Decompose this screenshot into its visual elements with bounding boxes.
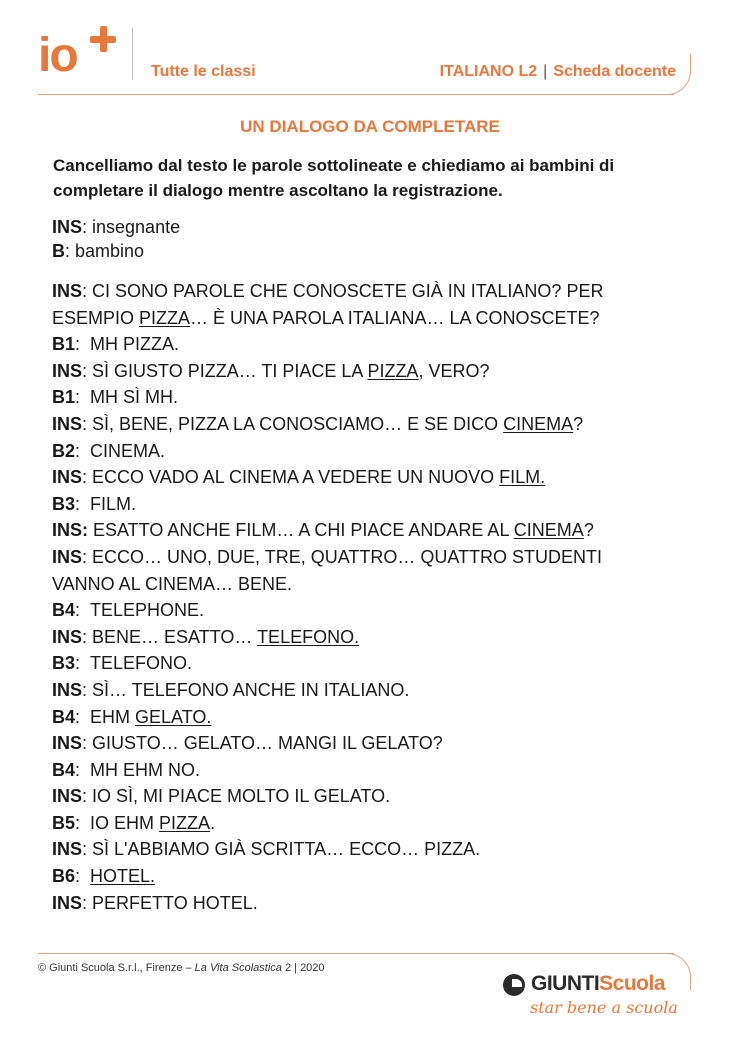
speaker-code: B4 xyxy=(52,759,76,780)
dialogue-text: FILM. xyxy=(90,493,137,514)
dialogue-text: : ECCO… UNO, DUE, TRE, QUATTRO… QUATTRO STUDENTI xyxy=(82,546,603,567)
dialogue-transcript xyxy=(52,278,692,916)
dialogue-text: : PERFETTO HOTEL. xyxy=(82,892,258,913)
speaker-code: INS xyxy=(52,413,83,434)
dialogue-text: : xyxy=(75,387,81,408)
legend-text: : insegnante xyxy=(82,217,181,237)
dialogue-text: CINEMA. xyxy=(90,440,166,461)
dialogue-line xyxy=(52,650,692,677)
header-divider xyxy=(132,28,133,80)
dialogue-text: TELEPHONE. xyxy=(90,600,205,621)
underlined-word: PIZZA xyxy=(367,360,419,381)
brand-name xyxy=(531,972,665,996)
dialogue-text: : xyxy=(75,334,81,355)
brand-tagline: star bene a scuola xyxy=(530,998,678,1017)
dialogue-text: . xyxy=(210,812,216,833)
dialogue-line xyxy=(52,358,692,385)
dialogue-line xyxy=(52,464,692,491)
dialogue-line xyxy=(52,305,692,332)
speaker-code: B6 xyxy=(52,866,76,887)
speaker-code: INS xyxy=(52,360,83,381)
dialogue-line xyxy=(52,783,692,810)
dialogue-line xyxy=(52,438,692,465)
speaker-code: INS xyxy=(52,679,83,700)
legend-item xyxy=(52,239,180,263)
dialogue-text: ESATTO ANCHE FILM… A CHI PIACE ANDARE AL xyxy=(88,520,514,541)
speaker-code: B3 xyxy=(52,493,76,514)
legend-code: B xyxy=(52,241,65,261)
underlined-word: TELEFONO. xyxy=(257,626,360,647)
dialogue-text: VANNO AL CINEMA… BENE. xyxy=(52,573,293,594)
dialogue-line xyxy=(52,517,692,544)
dialogue-line xyxy=(52,836,692,863)
speaker-code: B4 xyxy=(52,706,76,727)
dialogue-text: : xyxy=(75,759,81,780)
dialogue-text: MH PIZZA. xyxy=(90,334,180,355)
speaker-code: B4 xyxy=(52,600,76,621)
logo-text: io xyxy=(38,29,77,82)
giunti-mark-icon xyxy=(503,974,525,996)
dialogue-text: : xyxy=(75,600,81,621)
dialogue-text: : SÌ… TELEFONO ANCHE IN ITALIANO. xyxy=(82,679,410,700)
dialogue-line xyxy=(52,624,692,651)
dialogue-line xyxy=(52,571,692,598)
dialogue-line xyxy=(52,278,692,305)
dialogue-line xyxy=(52,544,692,571)
dialogue-line xyxy=(52,677,692,704)
dialogue-text: : xyxy=(75,866,81,887)
dialogue-text: , VERO? xyxy=(418,360,490,381)
dialogue-text: TELEFONO. xyxy=(90,653,193,674)
dialogue-text: : SÌ GIUSTO PIZZA… TI PIACE LA xyxy=(82,360,368,381)
dialogue-line xyxy=(52,810,692,837)
speaker-code: INS xyxy=(52,467,83,488)
copyright-prefix: © Giunti Scuola S.r.l., Firenze – xyxy=(38,962,195,974)
dialogue-text: : xyxy=(75,653,81,674)
dialogue-text: IO EHM xyxy=(90,812,160,833)
speaker-code: INS xyxy=(52,839,83,860)
dialogue-text: : xyxy=(75,706,81,727)
subject-heading xyxy=(440,63,676,81)
dialogue-line xyxy=(52,730,692,757)
subject-separator: | xyxy=(543,63,548,80)
dialogue-text: MH SÌ MH. xyxy=(90,387,179,408)
speaker-code: B1 xyxy=(52,334,76,355)
page-title: UN DIALOGO DA COMPLETARE xyxy=(240,117,500,136)
footer-rule-curve xyxy=(664,953,691,990)
dialogue-text: : xyxy=(75,440,81,461)
speaker-code: INS xyxy=(52,733,83,754)
legend-item xyxy=(52,215,180,239)
dialogue-line xyxy=(52,491,692,518)
dialogue-line xyxy=(52,704,692,731)
dialogue-text: : xyxy=(75,493,81,514)
publication-title: La Vita Scolastica xyxy=(194,962,282,974)
subject-label: ITALIANO L2 xyxy=(439,63,538,80)
dialogue-text: : GIUSTO… GELATO… MANGI IL GELATO? xyxy=(82,733,443,754)
speaker-code: B2 xyxy=(52,440,76,461)
underlined-word: CINEMA xyxy=(503,413,574,434)
dialogue-text: : SÌ, BENE, PIZZA LA CONOSCIAMO… E SE DICO xyxy=(82,413,504,434)
speaker-code: INS xyxy=(52,546,83,567)
dialogue-line xyxy=(52,411,692,438)
instructions-paragraph: Cancelliamo dal testo le parole sottolineate e chiediamo ai bambini di completare il dialogo mentre ascoltano la registrazione. xyxy=(53,156,615,200)
header-rule-curve xyxy=(664,54,691,95)
copyright-suffix: 2 | 2020 xyxy=(281,962,325,974)
dialogue-text: ? xyxy=(583,520,594,541)
sheet-type-label: Scheda docente xyxy=(553,63,676,80)
speaker-code: B5 xyxy=(52,812,76,833)
speaker-code: INS xyxy=(52,892,83,913)
underlined-word: GELATO. xyxy=(135,706,212,727)
plus-icon xyxy=(90,26,116,52)
dialogue-text: : xyxy=(75,812,81,833)
dialogue-text: EHM xyxy=(90,706,136,727)
dialogue-text: : BENE… ESATTO… xyxy=(82,626,258,647)
audience-label: Tutte le classi xyxy=(151,63,256,80)
brand-secondary: Scuola xyxy=(599,972,666,995)
dialogue-text: … È UNA PAROLA ITALIANA… LA CONOSCETE? xyxy=(190,307,600,328)
speaker-code: B1 xyxy=(52,387,76,408)
dialogue-line xyxy=(52,597,692,624)
brand-primary: GIUNTI xyxy=(531,972,600,995)
underlined-word: PIZZA xyxy=(139,307,191,328)
dialogue-text: : IO SÌ, MI PIACE MOLTO IL GELATO. xyxy=(82,786,391,807)
underlined-word: PIZZA xyxy=(159,812,211,833)
underlined-word: FILM. xyxy=(499,467,546,488)
dialogue-text: : ECCO VADO AL CINEMA A VEDERE UN NUOVO xyxy=(82,467,500,488)
speaker-code: INS xyxy=(52,281,83,301)
underlined-word: HOTEL. xyxy=(90,866,156,887)
speaker-code: B3 xyxy=(52,653,76,674)
dialogue-line xyxy=(52,331,692,358)
underlined-word: CINEMA xyxy=(513,520,584,541)
legend-text: : bambino xyxy=(65,241,145,261)
dialogue-line xyxy=(52,863,692,890)
dialogue-line xyxy=(52,384,692,411)
speaker-code: INS: xyxy=(52,520,88,541)
speaker-legend xyxy=(52,215,180,263)
footer-rule xyxy=(38,953,674,954)
dialogue-text: : SÌ L'ABBIAMO GIÀ SCRITTA… ECCO… PIZZA. xyxy=(82,839,481,860)
dialogue-text: ESEMPIO xyxy=(52,307,140,328)
copyright-notice xyxy=(38,962,325,974)
dialogue-text: MH EHM NO. xyxy=(90,759,201,780)
legend-code: INS xyxy=(52,217,83,237)
dialogue-line xyxy=(52,757,692,784)
header-rule xyxy=(38,94,674,95)
dialogue-text: : CI SONO PAROLE CHE CONOSCETE GIÀ IN ITALIANO? PER xyxy=(82,281,604,301)
speaker-code: INS xyxy=(52,626,83,647)
speaker-code: INS xyxy=(52,786,83,807)
dialogue-line xyxy=(52,890,692,917)
dialogue-text: ? xyxy=(573,413,584,434)
